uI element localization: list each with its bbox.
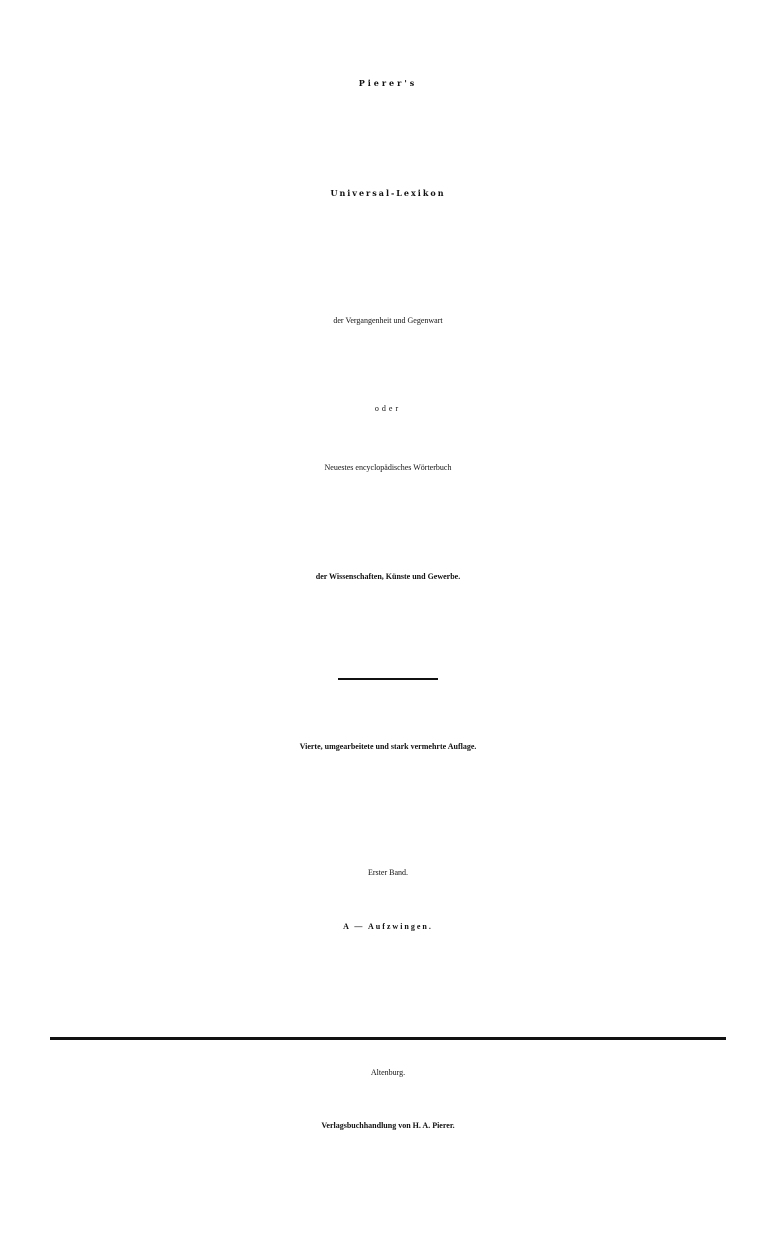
publication-place: Altenburg. bbox=[370, 1068, 406, 1077]
short-divider bbox=[338, 678, 438, 680]
volume-range: A — Aufzwingen. bbox=[343, 922, 433, 931]
publisher-imprint: Verlagsbuchhandlung von H. A. Pierer. bbox=[321, 1121, 455, 1130]
volume-label: Erster Band. bbox=[368, 868, 408, 877]
main-title: Universal-Lexikon bbox=[330, 188, 446, 198]
secondary-title: Neuestes encyclopädisches Wörterbuch bbox=[324, 463, 452, 472]
subtitle-sciences: der Wissenschaften, Künste und Gewerbe. bbox=[315, 572, 461, 581]
edition-statement: Vierte, umgearbeitete und stark vermehrte Auflage. bbox=[299, 742, 477, 751]
long-divider bbox=[50, 1037, 726, 1040]
subtitle-past-present: der Vergangenheit und Gegenwart bbox=[333, 316, 443, 325]
conjunction-oder: oder bbox=[374, 404, 402, 413]
publisher-name-title: Pierer's bbox=[358, 78, 418, 88]
